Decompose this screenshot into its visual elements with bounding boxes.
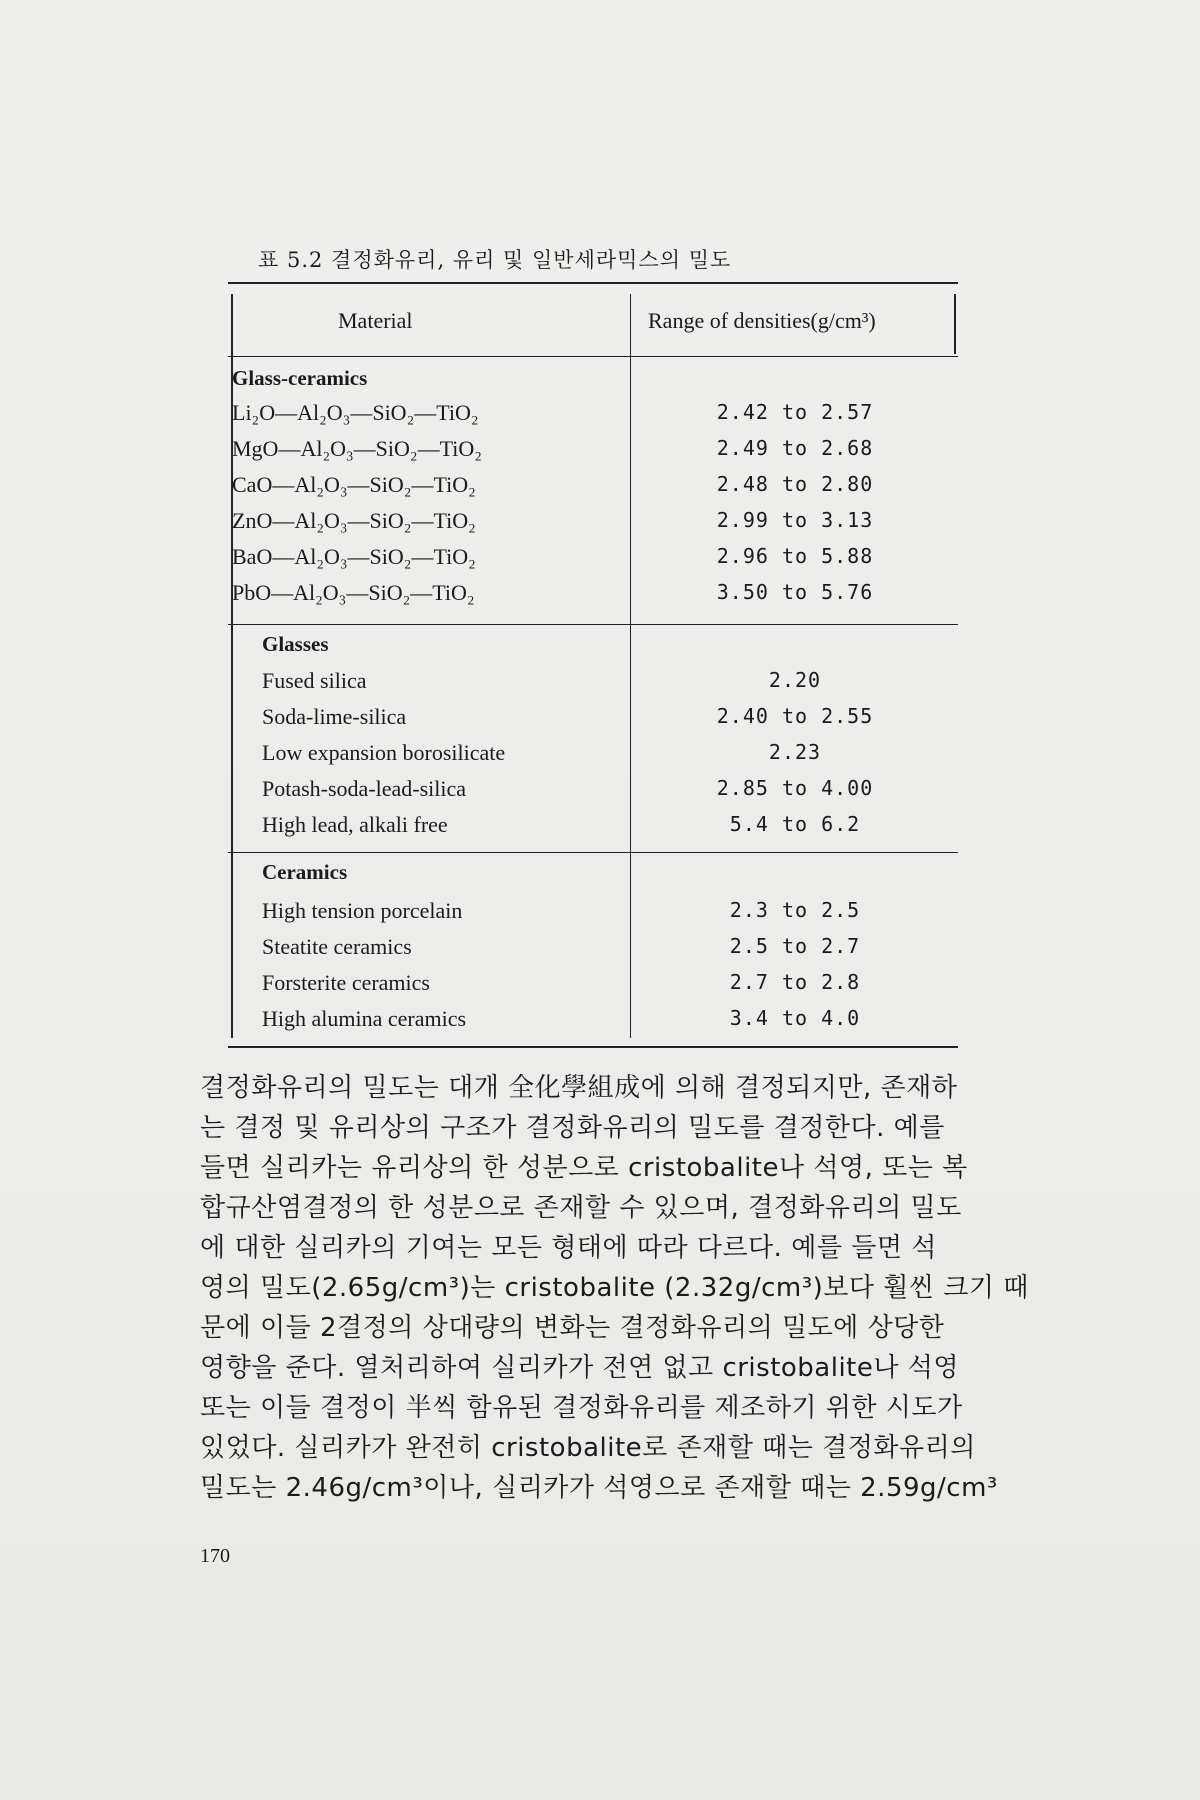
table-row (228, 934, 958, 970)
paragraph-line: 는 결정 및 유리상의 구조가 결정화유리의 밀도를 결정한다. 예를 (200, 1113, 945, 1143)
paragraph-line: 영향을 준다. 열처리하여 실리카가 전연 없고 cristobalite나 석영 (200, 1353, 959, 1383)
table-row (228, 580, 958, 616)
group-title: Ceramics (262, 860, 348, 884)
material-cell: CaO—Al₂O₃—SiO₂—TiO₂ (232, 472, 476, 497)
material-cell: Li₂O—Al₂O₃—SiO₂—TiO₂ (232, 400, 479, 425)
material-cell: High lead, alkali free (262, 812, 448, 837)
table-row (228, 776, 958, 812)
range-cell: 2.40 to 2.55 (716, 704, 874, 728)
material-cell: High tension porcelain (262, 898, 463, 923)
table-caption: 표 5.2 결정화유리, 유리 및 일반세라믹스의 밀도 (258, 248, 732, 272)
header-range: Range of densities(g/cm³) (648, 308, 876, 333)
paragraph-line: 들면 실리카는 유리상의 한 성분으로 cristobalite나 석영, 또는 복 (200, 1153, 968, 1183)
group-title: Glasses (262, 632, 329, 656)
paragraph-line: 영의 밀도(2.65g/cm³)는 cristobalite (2.32g/cm³)보다 훨씬 크기 때 (200, 1273, 1029, 1303)
material-cell: Low expansion borosilicate (262, 740, 506, 765)
table-row (228, 544, 958, 580)
table-row (228, 740, 958, 776)
table-row (228, 1006, 958, 1042)
material-cell: ZnO—Al₂O₃—SiO₂—TiO₂ (232, 508, 476, 533)
page-number: 170 (200, 1545, 230, 1567)
material-cell: Soda-lime-silica (262, 704, 407, 729)
header-separator (228, 356, 958, 357)
material-cell: Fused silica (262, 668, 367, 693)
material-cell: MgO—Al₂O₃—SiO₂—TiO₂ (232, 436, 482, 461)
group-separator (228, 624, 958, 625)
table-row (228, 970, 958, 1006)
range-cell: 2.85 to 4.00 (716, 776, 874, 800)
material-cell: Potash-soda-lead-silica (262, 776, 467, 801)
paragraph-line: 밀도는 2.46g/cm³이나, 실리카가 석영으로 존재할 때는 2.59g/cm³ (200, 1473, 998, 1503)
body-paragraph (200, 1068, 1032, 1508)
paragraph-line: 문에 이들 2결정의 상대량의 변화는 결정화유리의 밀도에 상당한 (200, 1313, 945, 1343)
range-cell: 2.7 to 2.8 (729, 970, 861, 994)
paragraph-line: 결정화유리의 밀도는 대개 全化學組成에 의해 결정되지만, 존재하 (200, 1073, 958, 1103)
material-cell: BaO—Al₂O₃—SiO₂—TiO₂ (232, 544, 476, 569)
range-cell: 2.23 (768, 740, 822, 764)
table-row (228, 704, 958, 740)
range-cell: 2.49 to 2.68 (716, 436, 874, 460)
range-cell: 3.50 to 5.76 (716, 580, 874, 604)
table-header-row (228, 296, 958, 346)
group-separator (228, 852, 958, 853)
table-row (228, 436, 958, 472)
range-cell: 2.42 to 2.57 (716, 400, 874, 424)
density-table (228, 282, 958, 1048)
range-cell: 5.4 to 6.2 (729, 812, 861, 836)
range-cell: 2.48 to 2.80 (716, 472, 874, 496)
table-row (228, 898, 958, 934)
table-row (228, 508, 958, 544)
range-cell: 2.3 to 2.5 (729, 898, 861, 922)
range-cell: 2.20 (768, 668, 822, 692)
table-row (228, 472, 958, 508)
range-cell: 2.99 to 3.13 (716, 508, 874, 532)
range-cell: 2.96 to 5.88 (716, 544, 874, 568)
paragraph-line: 합규산염결정의 한 성분으로 존재할 수 있으며, 결정화유리의 밀도 (200, 1193, 962, 1223)
table-row (228, 668, 958, 704)
material-cell: PbO—Al₂O₃—SiO₂—TiO₂ (232, 580, 475, 605)
range-cell: 3.4 to 4.0 (729, 1006, 861, 1030)
table-row (228, 400, 958, 436)
paragraph-line: 에 대한 실리카의 기여는 모든 형태에 따라 다르다. 예를 들면 석 (200, 1233, 937, 1263)
paragraph-line: 또는 이들 결정이 半씩 함유된 결정화유리를 제조하기 위한 시도가 (200, 1393, 963, 1423)
range-cell: 2.5 to 2.7 (729, 934, 861, 958)
material-cell: High alumina ceramics (262, 1006, 467, 1031)
material-cell: Forsterite ceramics (262, 970, 430, 995)
group-title: Glass-ceramics (232, 366, 368, 390)
material-cell: Steatite ceramics (262, 934, 412, 959)
table-row (228, 812, 958, 848)
header-material: Material (338, 308, 413, 333)
paragraph-line: 있었다. 실리카가 완전히 cristobalite로 존재할 때는 결정화유리의 (200, 1433, 976, 1463)
